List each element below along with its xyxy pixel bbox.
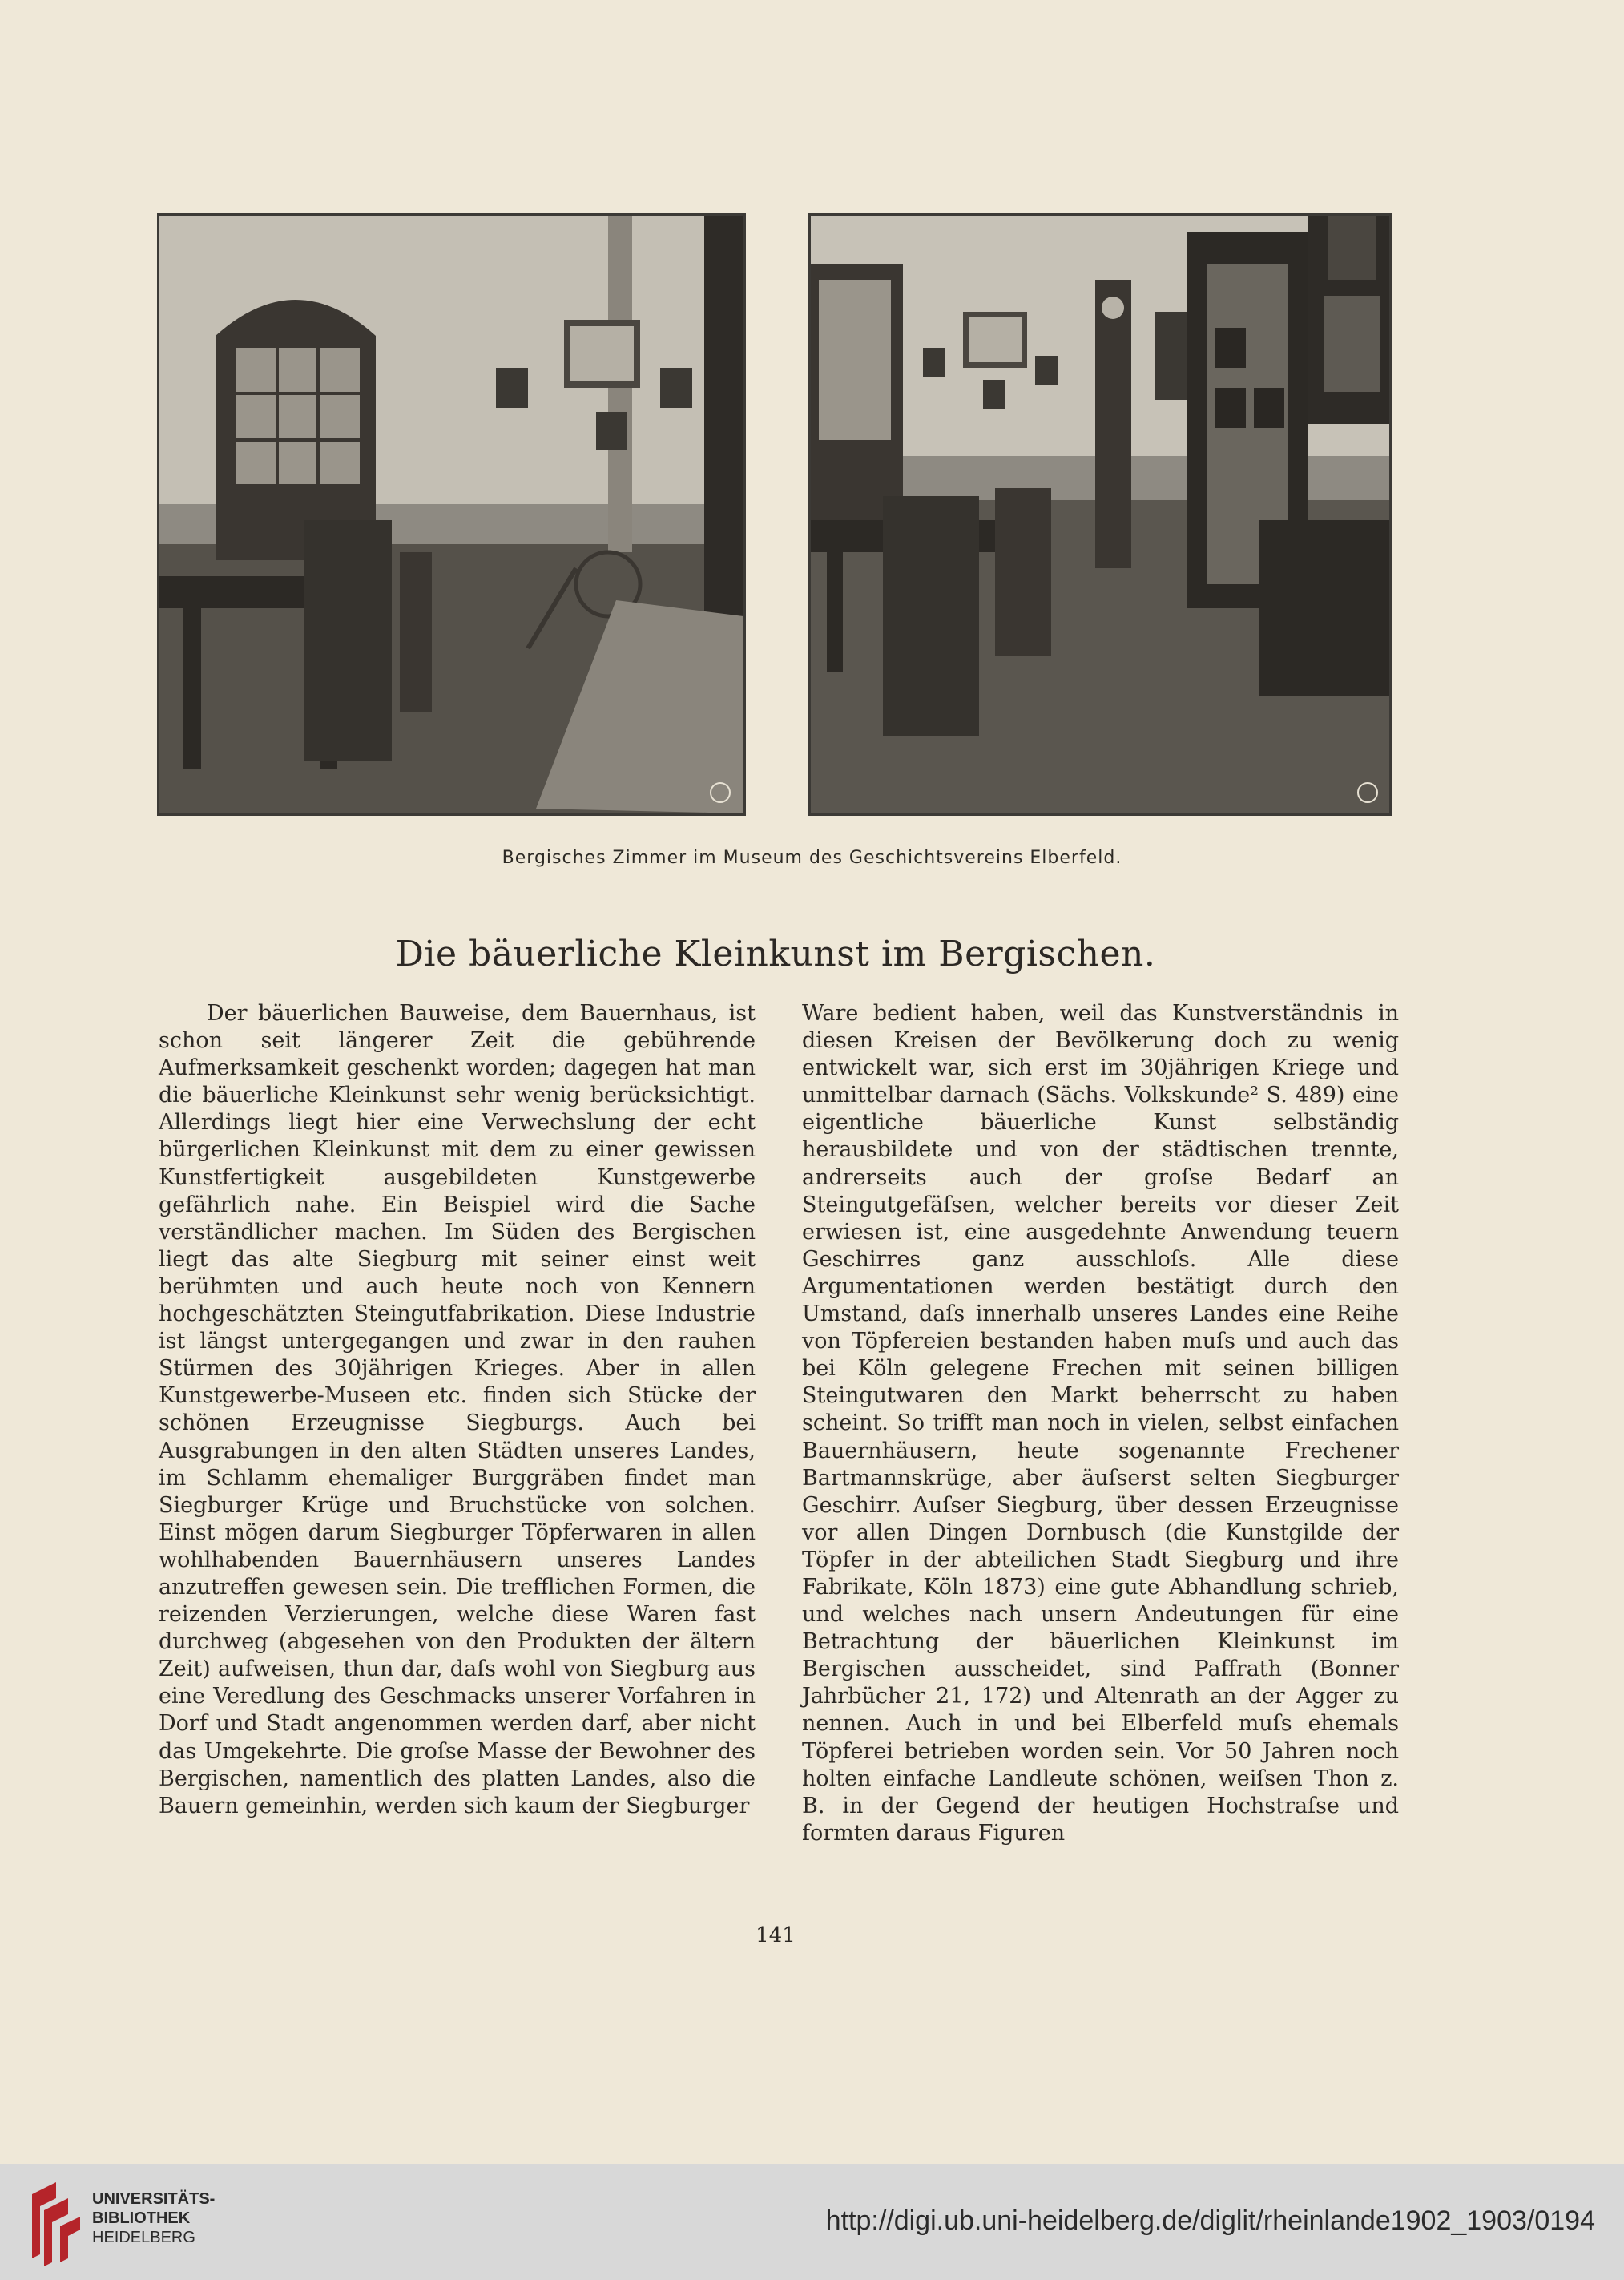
room-photo-left-drawing: [159, 216, 743, 813]
page-number: 141: [756, 1923, 796, 1947]
photo-caption: Bergisches Zimmer im Museum des Geschichtsvereins Elberfeld.: [502, 848, 1122, 868]
text-column-left: [159, 1000, 756, 1820]
article-title: Die bäuerliche Kleinkunst im Bergischen.: [395, 934, 1156, 975]
digitization-url[interactable]: http://digi.ub.uni-heidelberg.de/diglit/rheinlande1902_1903/0194: [825, 2205, 1595, 2236]
library-name-line1: UNIVERSITÄTS-: [92, 2190, 216, 2208]
library-footer: [0, 2164, 1624, 2280]
library-name: [92, 2189, 215, 2247]
paragraph: Der bäuerlichen Bauweise, dem Bauernhaus, ist schon seit längerer Zeit die gebührende Aufmerksamkeit geschenkt worden; dagegen hat man die bäuerliche Kleinkunst sehr wenig berücksichtigt. Allerdings liegt hier eine Verwechslung der echt bürgerlichen Kleinkunst mit dem zu einer gewissen Kunstfertigkeit ausgebildeten Kunstgewerbe gefährlich nahe. Ein Beispiel wird die Sache verständlicher machen. Im Süden des Bergischen liegt das alte Siegburg mit seiner einst weit berühmten und auch heute noch von Kennern hochgeschätzten Steingutfabrikation. Diese Industrie ist längst untergegangen und zwar in den rauhen Stürmen des 30jährigen Krieges. Aber in allen Kunstgewerbe-Museen etc. finden sich Stücke der schönen Erzeugnisse Siegburgs. Auch bei Ausgrabungen in den alten Städten unseres Landes, im Schlamm ehemaliger Burggräben findet man Siegburger Krüge und Bruchstücke von solchen. Einst mögen darum Siegburger Töpferwaren in allen wohlhabenden Bauernhäusern unseres Landes anzutreffen gewesen sein. Die trefflichen Formen, die reizenden Verzierungen, welche diese Waren fast durchweg (abgesehen von den Produkten der ältern Zeit) aufweisen, thun dar, daſs wohl von Siegburg aus eine Veredlung des Geschmacks unserer Vorfahren in Dorf und Stadt angenommen werden darf, aber nicht das Umgekehrte. Die groſse Masse der Bewohner des Bergischen, namentlich des platten Landes, also die Bauern gemeinhin, werden sich kaum der Siegburger: [159, 1001, 756, 1818]
paragraph: Ware bedient haben, weil das Kunstverständnis in diesen Kreisen der Bevölkerung doch zu wenig entwickelt war, sich erst im 30jährigen Kriege und unmittelbar darnach (Sächs. Volkskunde² S. 489) eine eigentliche bäuerliche Kunst selbständig herausbildete und von der städtischen trennte, andrerseits auch der groſse Bedarf an Steingutgefäſsen, welcher bereits vor dieser Zeit erwiesen ist, eine ausgedehnte Anwendung teuern Geschirres ganz ausschloſs. Alle diese Argumentationen werden bestätigt durch den Umstand, daſs innerhalb unseres Landes eine Reihe von Töpfereien bestanden haben muſs und auch das bei Köln gelegene Frechen mit seinen billigen Steingutwaren den Markt beherrscht zu haben scheint. So trifft man noch in vielen, selbst einfachen Bauernhäusern, heute sogenannte Frechener Bartmannskrüge, aber äuſserst selten Siegburger Geschirr. Auſser Siegburg, über dessen Erzeugnisse vor allen Dingen Dornbusch (die Kunstgilde der Töpfer in der abteilichen Stadt Siegburg und ihre Fabrikate, Köln 1873) eine gute Abhandlung schrieb, und welches nach unsern Andeutungen für eine Betrachtung der bäuerlichen Kleinkunst im Bergischen ausscheidet, sind Paffrath (Bonner Jahrbücher 21, 172) und Altenrath an der Agger zu nennen. Auch in und bei Elberfeld muſs ehemals Töpferei betrieben worden sein. Vor 50 Jahren noch holten einfache Landleute schönen, weiſsen Thon z. B. in der Gegend der heutigen Hochstraſse und formten daraus Figuren: [802, 1001, 1399, 1846]
room-photo-right-drawing: [811, 216, 1389, 813]
text-column-right: [802, 1000, 1399, 1847]
photo-room-right: [808, 213, 1392, 816]
library-logo-icon: [24, 2178, 84, 2266]
library-name-line3: HEIDELBERG: [92, 2229, 195, 2246]
library-name-line2: BIBLIOTHEK: [92, 2209, 191, 2227]
photo-room-left: [157, 213, 746, 816]
